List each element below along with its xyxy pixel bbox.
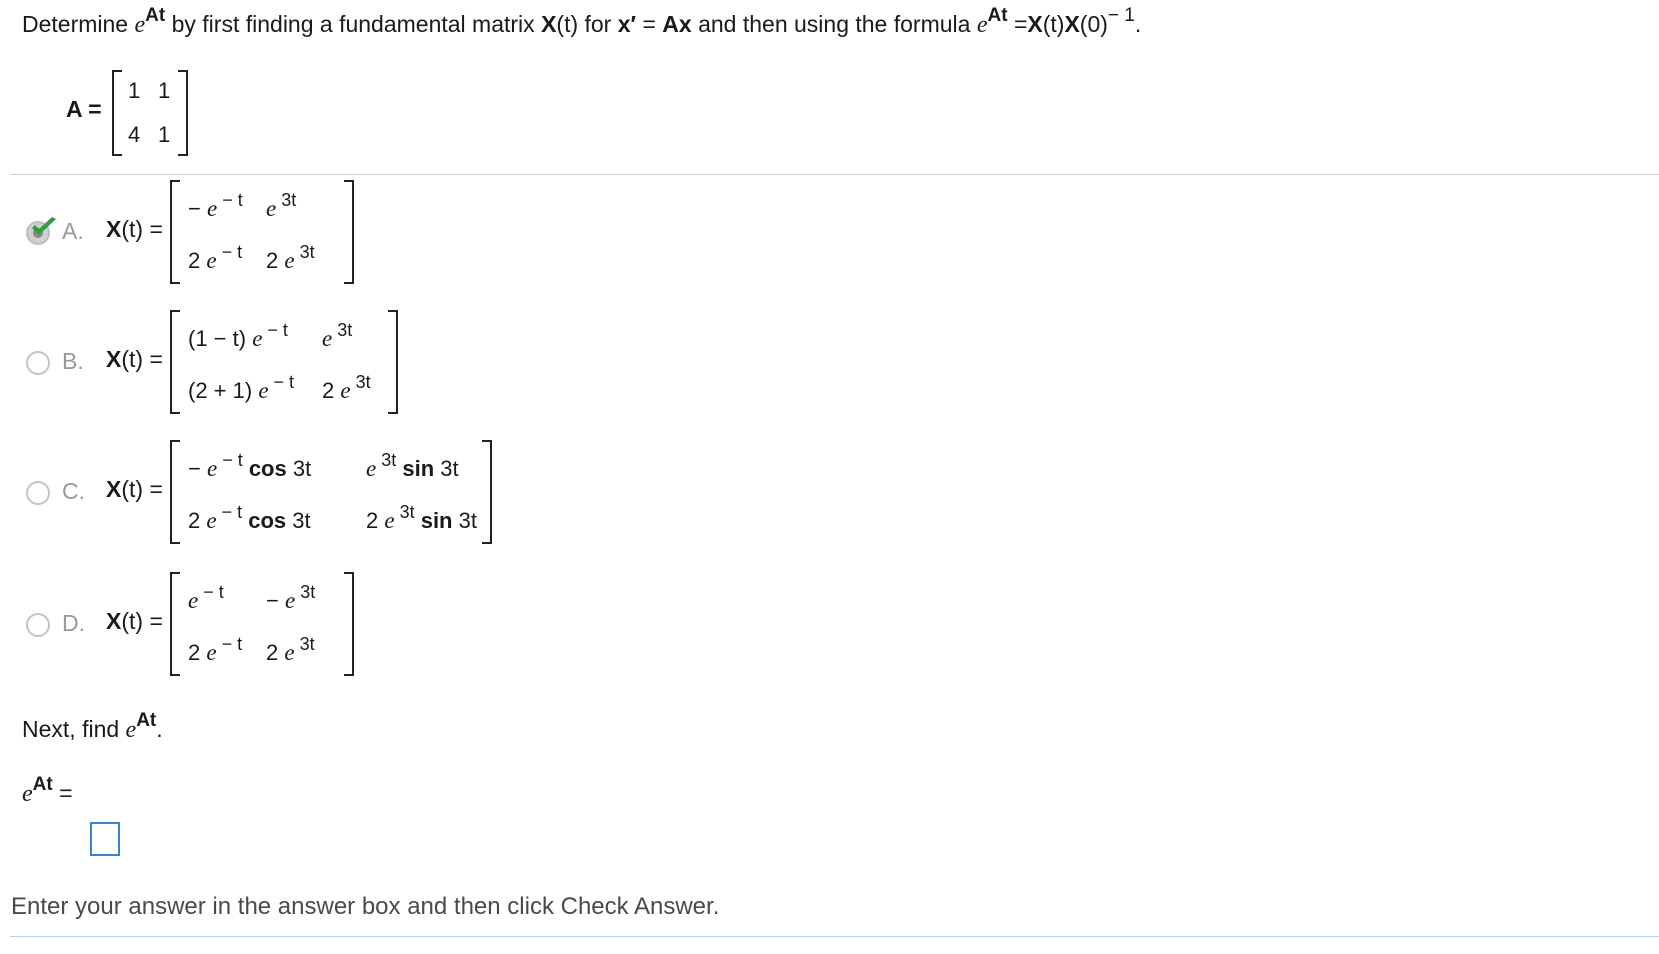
matrix-a [112,70,188,156]
option-matrix [170,180,354,284]
option-radio-d[interactable] [26,613,50,637]
bracket-right [388,310,398,414]
option-matrix [170,572,354,676]
bracket-right [344,572,354,676]
matrix-cell: e $^{3t}$ [266,190,297,221]
question-text: Determine $e^{At}$ by first finding a fundamental matrix X(t) for x′ = Ax and then using the formula $e^{At} =X(t)X(0)^{- 1}$. [22,5,1142,38]
matrix-a-cell: 4 [128,122,141,147]
divider [10,174,1659,175]
matrix-cell: 2 e $^{- t}$ [188,242,243,273]
matrix-cell: 2 e $^{3t}$ [266,242,315,273]
bracket-left [170,180,180,284]
answer-input[interactable] [90,822,120,856]
option-label: X(t) = [106,476,163,502]
bracket-left [170,310,180,414]
matrix-cell: (2 + 1) e $^{- t}$ [188,372,295,403]
option-letter: B. [62,348,84,374]
option-label: X(t) = [106,608,163,634]
instruction-text: Enter your answer in the answer box and then click Check Answer. [11,893,720,920]
matrix-cell: (1 − t) e $^{- t}$ [188,320,288,351]
option-radio-b[interactable] [26,351,50,375]
matrix-a-label: A = [66,96,102,122]
matrix-cell: e $^{3t}$ sin 3t [366,450,459,481]
matrix-cell: 2 e $^{3t}$ sin 3t [366,502,477,533]
matrix-cell: − e $^{- t}$ [188,190,243,221]
check-mark-icon [30,216,58,240]
matrix-cell: 2 e $^{3t}$ [266,634,315,665]
matrix-cell: e $^{3t}$ [322,320,353,351]
option-letter: A. [62,218,84,244]
option-letter: C. [62,478,85,504]
matrix-a-cell: 1 [128,78,141,103]
footer-divider [10,936,1659,937]
bracket-left [170,440,180,544]
matrix-cell: 2 e $^{3t}$ [322,372,371,403]
matrix-cell: e $^{- t}$ [188,582,224,613]
option-label: X(t) = [106,216,163,242]
matrix-cell: − e $^{- t}$ cos 3t [188,450,312,481]
matrix-a-cell: 1 [158,78,171,103]
bracket-right [178,70,188,156]
matrix-cell: − e $^{3t}$ [266,582,316,613]
matrix-cell: 2 e $^{- t}$ cos 3t [188,502,311,533]
option-label: X(t) = [106,346,163,372]
option-matrix [170,440,492,544]
bracket-right [482,440,492,544]
option-radio-c[interactable] [26,481,50,505]
answer-label: $e^{At}$ = [22,774,73,807]
bracket-left [170,572,180,676]
bracket-right [344,180,354,284]
option-matrix [170,310,398,414]
bracket-left [112,70,122,156]
matrix-cell: 2 e $^{- t}$ [188,634,243,665]
matrix-a-cell: 1 [158,122,171,147]
option-letter: D. [62,610,85,636]
next-prompt: Next, find $e^{At}$. [22,710,163,743]
